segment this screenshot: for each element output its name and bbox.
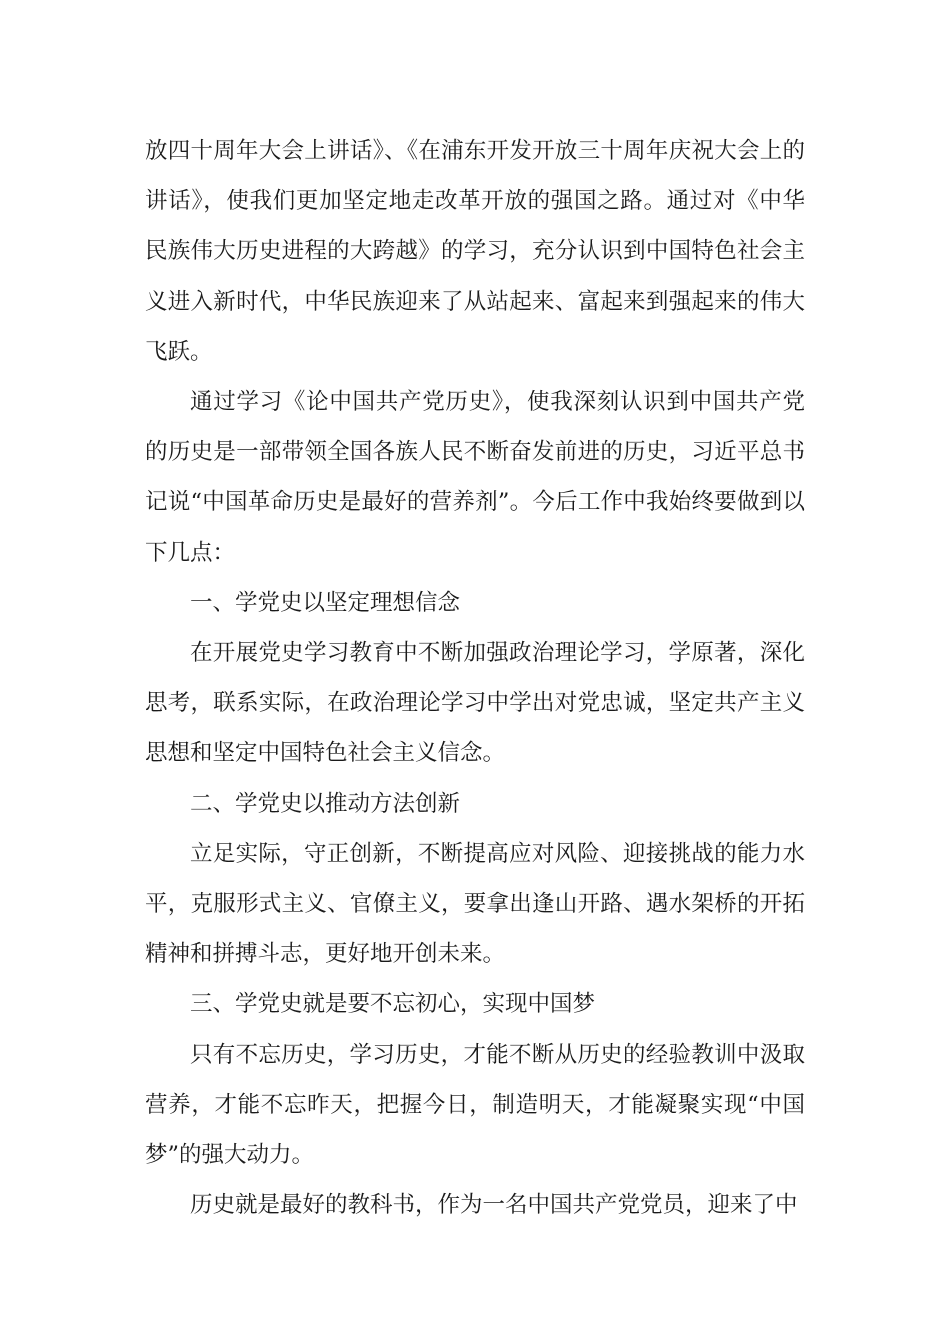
document-page bbox=[145, 126, 805, 1230]
paragraph-section-3-body: 只有不忘历史，学习历史，才能不断从历史的经验教训中汲取营养，才能不忘昨天，把握今日，制造明天，才能凝聚实现“中国梦”的强大动力。 bbox=[145, 1041, 805, 1169]
paragraph-party-history-study: 通过学习《论中国共产党历史》，使我深刻认识到中国共产党的历史是一部带领全国各族人民不断奋发前进的历史，习近平总书记说“中国革命历史是最好的营养剂”。今后工作中我始终要做到以下几点： bbox=[145, 389, 805, 566]
paragraph-closing: 历史就是最好的教科书，作为一名中国共产党党员，迎来了中 bbox=[190, 1192, 798, 1219]
paragraph-section-1-body: 在开展党史学习教育中不断加强政治理论学习，学原著，深化思考，联系实际，在政治理论学习中学出对党忠诚，坚定共产主义思想和坚定中国特色社会主义信念。 bbox=[145, 640, 805, 767]
paragraph-section-2-body: 立足实际，守正创新，不断提高应对风险、迎接挑战的能力水平，克服形式主义、官僚主义，要拿出逢山开路、遇水架桥的开拓精神和拼搏斗志，更好地开创未来。 bbox=[145, 840, 805, 968]
paragraph-continuation: 放四十周年大会上讲话》、《在浦东开发开放三十周年庆祝大会上的讲话》，使我们更加坚定地走改革开放的强国之路。通过对《中华民族伟大历史进程的大跨越》的学习，充分认识到中国特色社会主义进入新时代，中华民族迎来了从站起来、富起来到强起来的伟大飞跃。 bbox=[145, 138, 805, 365]
section-heading-1: 一、学党史以坚定理想信念 bbox=[190, 589, 461, 616]
section-heading-2: 二、学党史以推动方法创新 bbox=[190, 790, 461, 817]
section-heading-3: 三、学党史就是要不忘初心，实现中国梦 bbox=[190, 991, 596, 1018]
